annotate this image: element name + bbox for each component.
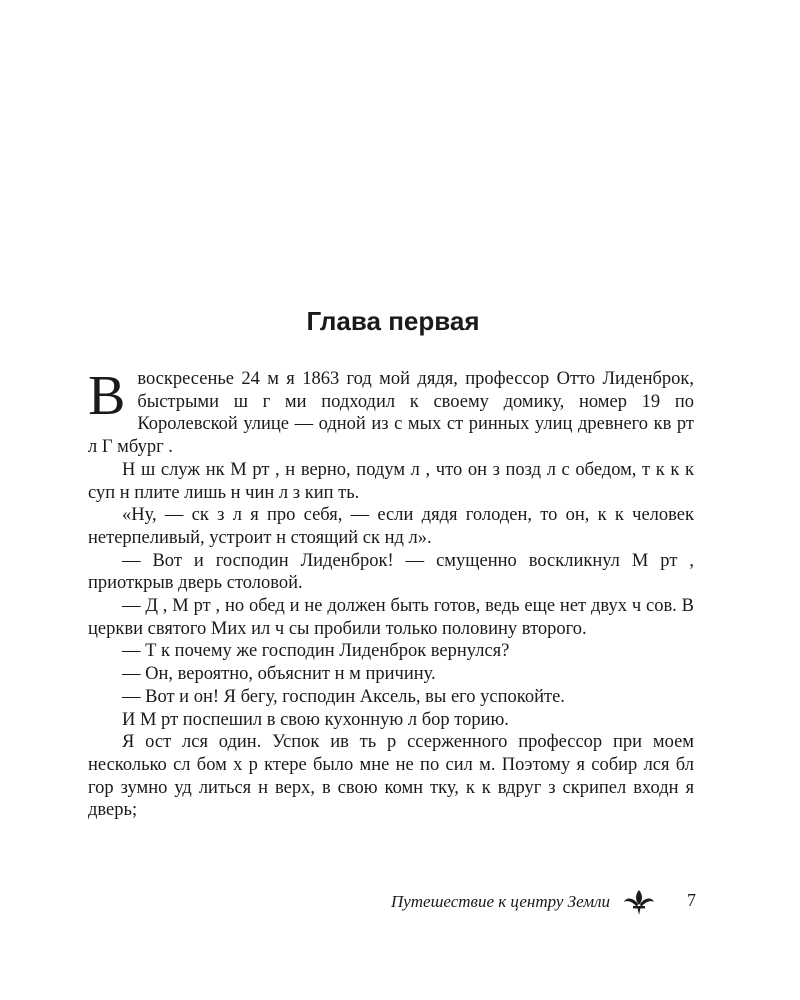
page-number: 7	[687, 890, 696, 910]
paragraph-text: воскресенье 24 м я 1863 год мой дядя, профессор Отто Лиденброк, быстрыми ш г ми подходил к своему домику, номер 19 по Королевской улице — одной из с мых ст ринных улиц древнего кв рт л Г мбург .	[88, 369, 694, 458]
chapter-title: Глава первая	[306, 306, 480, 336]
paragraph: — Д , М рт , но обед и не должен быть готов, ведь еще нет двух ч сов. В церкви святого Мих ил ч сы пробили только половину второго.	[88, 596, 694, 639]
paragraph: — Т к почему же господин Лиденброк вернулся?	[122, 641, 510, 662]
paragraph: Я ост лся один. Успок ив ть р ссерженного профессор при моем несколько сл бом х р ктере было мне не по сил м. Поэтому я собир лся бл гор зумно уд литься н верх, в свою комн тку, к к вдруг з скрипел входн я дверь;	[88, 732, 694, 821]
paragraph: — Вот и господин Лиденброк! — смущенно воскликнул М рт , приоткрыв дверь столовой.	[88, 550, 694, 594]
page-footer	[0, 888, 696, 918]
fleur-de-lis-icon	[622, 888, 656, 916]
running-title: Путешествие к центру Земли	[390, 892, 610, 911]
paragraph: И М рт поспешил в свою кухонную л бор торию.	[122, 709, 509, 730]
body-text	[88, 365, 694, 822]
paragraph	[88, 365, 694, 459]
paragraph: — Вот и он! Я бегу, господин Аксель, вы его успокойте.	[122, 686, 565, 707]
paragraph: — Он, вероятно, объяснит н м причину.	[122, 664, 436, 685]
drop-cap: В	[88, 365, 126, 427]
paragraph: «Ну, — ск з л я про себя, — если дядя голоден, то он, к к человек нетерпеливый, устроит н стоящий ск нд л».	[88, 505, 694, 548]
paragraph: Н ш служ нк М рт , н верно, подум л , что он з позд л с обедом, т к к к суп н плите лишь н чин л з кип ть.	[88, 459, 694, 503]
